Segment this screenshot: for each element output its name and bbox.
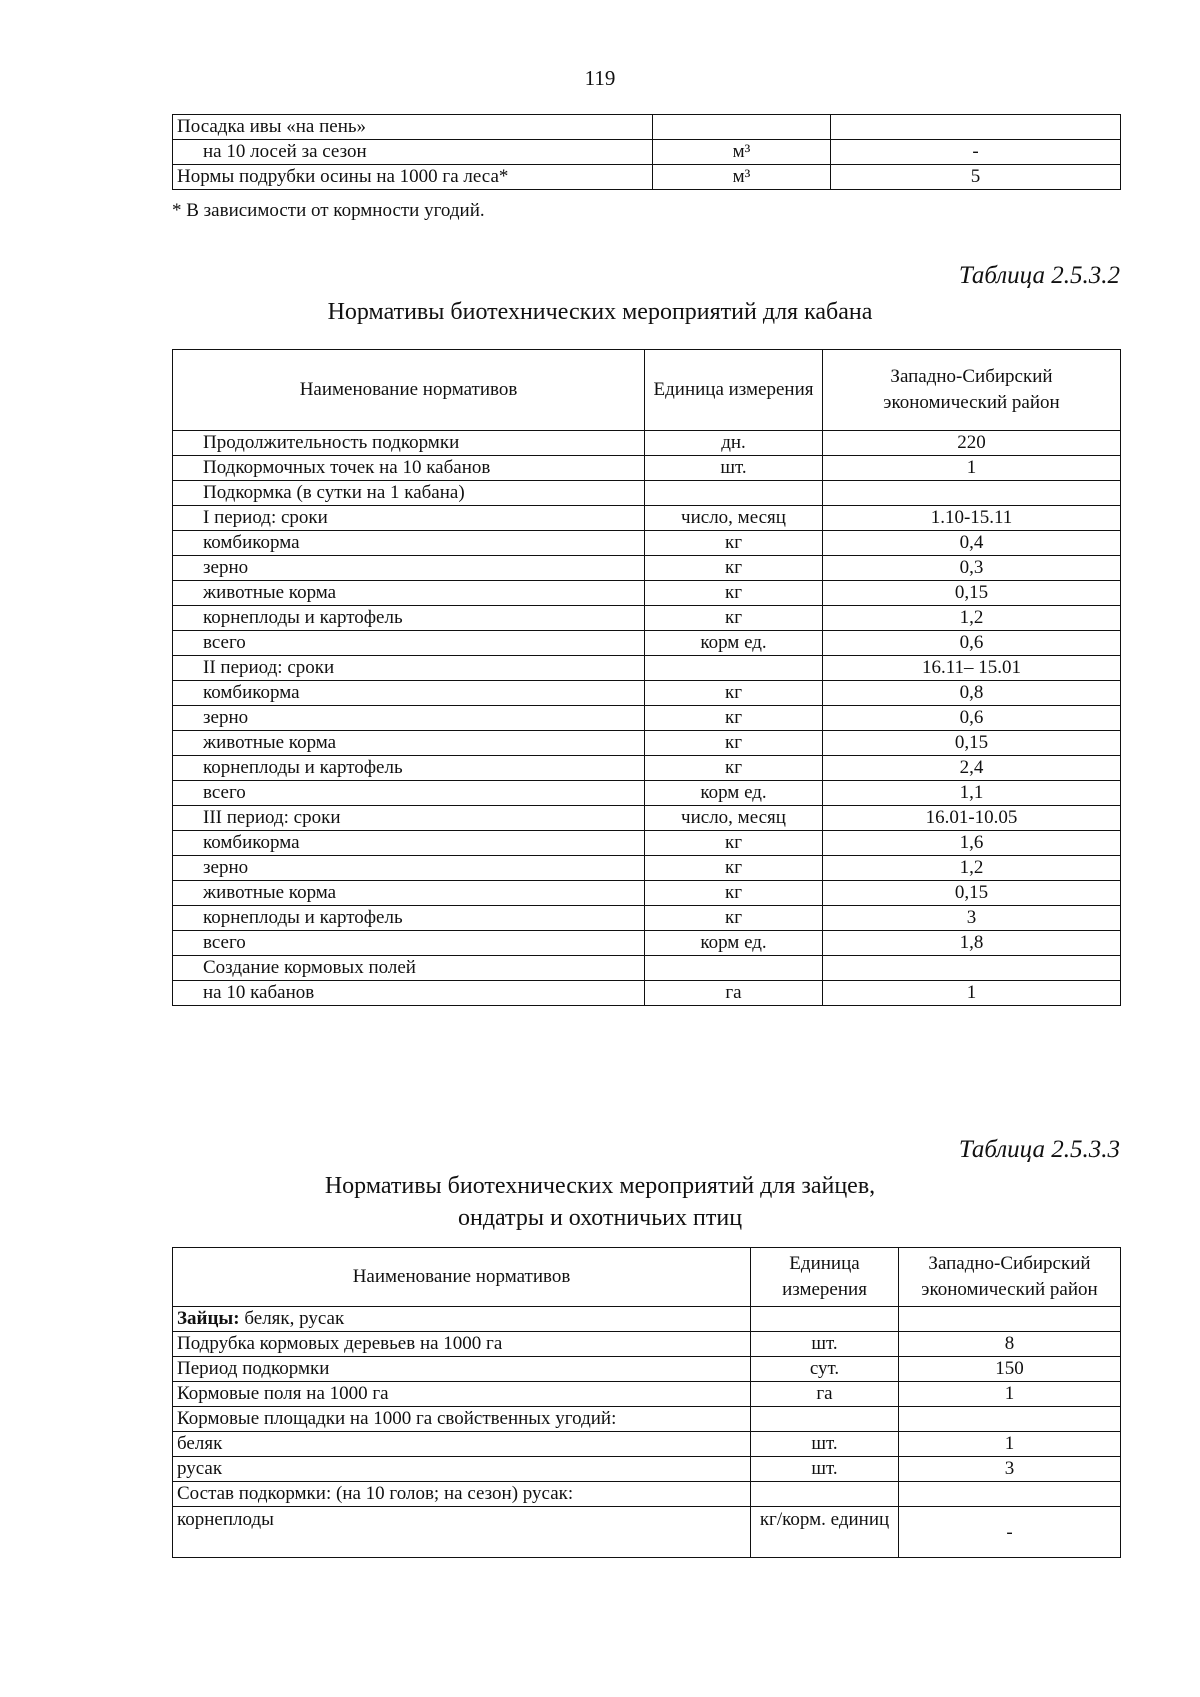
row-name: животные корма	[173, 881, 645, 906]
table-header-row	[173, 1248, 1121, 1307]
section-heading-rest: беляк, русак	[239, 1308, 345, 1329]
row-unit: га	[645, 981, 823, 1006]
row-name: беляк	[173, 1432, 751, 1457]
row-unit: кг	[645, 706, 823, 731]
row-unit: шт.	[751, 1332, 899, 1357]
table-row	[173, 531, 1121, 556]
row-value: 16.11– 15.01	[823, 656, 1121, 681]
row-value: 220	[823, 431, 1121, 456]
row-name: животные корма	[173, 731, 645, 756]
row-value: 0,3	[823, 556, 1121, 581]
row-name: животные корма	[173, 581, 645, 606]
table-row	[173, 631, 1121, 656]
table-title-hare-line1: Нормативы биотехнических мероприятий для зайцев,	[324, 1173, 876, 1199]
table-header-row	[173, 350, 1121, 431]
section-heading-hares	[173, 1307, 751, 1332]
row-unit: шт.	[751, 1432, 899, 1457]
row-name: корнеплоды и картофель	[173, 606, 645, 631]
empty-cell	[751, 1307, 899, 1332]
row-unit: сут.	[751, 1357, 899, 1382]
table-row	[173, 606, 1121, 631]
row-unit	[645, 956, 823, 981]
row-name: корнеплоды	[173, 1507, 751, 1558]
row-name: Период подкормки	[173, 1357, 751, 1382]
row-name: Подрубка кормовых деревьев на 1000 га	[173, 1332, 751, 1357]
row-unit: кг	[645, 856, 823, 881]
row-value	[823, 481, 1121, 506]
row-name: II период: сроки	[173, 656, 645, 681]
row-name: корнеплоды и картофель	[173, 906, 645, 931]
row-value: 3	[899, 1457, 1121, 1482]
header-unit: Единица измерения	[645, 350, 823, 431]
row-name: комбикорма	[173, 831, 645, 856]
table-row	[173, 981, 1121, 1006]
table-row	[173, 1307, 1121, 1332]
row-unit	[645, 481, 823, 506]
row-value: -	[899, 1507, 1121, 1558]
row-name: на 10 кабанов	[173, 981, 645, 1006]
row-name: III период: сроки	[173, 806, 645, 831]
table-row	[173, 856, 1121, 881]
table-row	[173, 731, 1121, 756]
table-row	[173, 165, 1121, 190]
table-title-boar: Нормативы биотехнических мероприятий для кабана	[327, 299, 873, 325]
row-unit: кг	[645, 531, 823, 556]
table-row	[173, 556, 1121, 581]
row-unit	[751, 1407, 899, 1432]
header-region: Западно-Сибирский экономический район	[823, 350, 1121, 431]
table-row	[173, 756, 1121, 781]
table-row	[173, 1507, 1121, 1558]
row-name: Нормы подрубки осины на 1000 га леса*	[173, 165, 653, 190]
row-unit: кг	[645, 556, 823, 581]
row-value: 1,6	[823, 831, 1121, 856]
table-row	[173, 581, 1121, 606]
row-value: 150	[899, 1357, 1121, 1382]
row-unit: корм ед.	[645, 631, 823, 656]
table-row	[173, 906, 1121, 931]
row-unit: кг	[645, 831, 823, 856]
row-value: 0,4	[823, 531, 1121, 556]
row-name: всего	[173, 931, 645, 956]
row-name: корнеплоды и картофель	[173, 756, 645, 781]
footnote: * В зависимости от кормности угодий.	[172, 200, 485, 221]
row-value: 1	[899, 1382, 1121, 1407]
row-value: 1	[899, 1432, 1121, 1457]
row-unit: корм ед.	[645, 931, 823, 956]
table-row	[173, 1407, 1121, 1432]
row-name: зерно	[173, 556, 645, 581]
row-name: русак	[173, 1457, 751, 1482]
row-value: 1	[823, 981, 1121, 1006]
row-name: зерно	[173, 856, 645, 881]
page-number: 119	[584, 66, 616, 90]
row-unit: кг	[645, 606, 823, 631]
row-unit: дн.	[645, 431, 823, 456]
row-unit: корм ед.	[645, 781, 823, 806]
row-name: Подкормка (в сутки на 1 кабана)	[173, 481, 645, 506]
row-unit: кг/корм. единиц	[751, 1507, 899, 1558]
boar-table	[172, 349, 1121, 1006]
section-heading-bold: Зайцы:	[177, 1308, 240, 1329]
table-row	[173, 456, 1121, 481]
table-row	[173, 1332, 1121, 1357]
row-value: 0,6	[823, 706, 1121, 731]
table-row	[173, 681, 1121, 706]
row-unit: кг	[645, 906, 823, 931]
table-row	[173, 956, 1121, 981]
row-value: 1	[823, 456, 1121, 481]
row-value: -	[831, 140, 1121, 165]
header-name: Наименование нормативов	[173, 350, 645, 431]
header-unit: Единица измерения	[751, 1248, 899, 1307]
row-value: 1,1	[823, 781, 1121, 806]
row-value: 0,15	[823, 581, 1121, 606]
row-name: Кормовые площадки на 1000 га свойственных угодий:	[173, 1407, 751, 1432]
table-row	[173, 1357, 1121, 1382]
row-value: 5	[831, 165, 1121, 190]
table-row	[173, 806, 1121, 831]
table-row	[173, 431, 1121, 456]
table-title-hare-line2: ондатры и охотничьих птиц	[457, 1205, 743, 1231]
row-unit: число, месяц	[645, 806, 823, 831]
table-row	[173, 656, 1121, 681]
row-value: 1,2	[823, 856, 1121, 881]
row-unit	[751, 1482, 899, 1507]
table-row	[173, 1457, 1121, 1482]
row-unit: м³	[653, 165, 831, 190]
row-name: Посадка ивы «на пень»	[173, 115, 653, 140]
row-name: Создание кормовых полей	[173, 956, 645, 981]
table-row	[173, 140, 1121, 165]
table-row	[173, 931, 1121, 956]
row-unit: кг	[645, 731, 823, 756]
row-name: зерно	[173, 706, 645, 731]
row-value: 1,8	[823, 931, 1121, 956]
table-label-boar: Таблица 2.5.3.2	[958, 262, 1120, 289]
hare-table	[172, 1247, 1121, 1558]
top-table	[172, 114, 1121, 190]
row-unit	[645, 656, 823, 681]
table-row	[173, 481, 1121, 506]
row-unit	[653, 115, 831, 140]
row-value	[899, 1407, 1121, 1432]
row-unit: кг	[645, 756, 823, 781]
row-value: 2,4	[823, 756, 1121, 781]
table-row	[173, 706, 1121, 731]
row-name: комбикорма	[173, 531, 645, 556]
row-name: всего	[173, 631, 645, 656]
table-row	[173, 781, 1121, 806]
row-name: комбикорма	[173, 681, 645, 706]
row-name: Подкормочных точек на 10 кабанов	[173, 456, 645, 481]
row-name: всего	[173, 781, 645, 806]
table-row	[173, 1432, 1121, 1457]
row-unit: число, месяц	[645, 506, 823, 531]
row-value: 1.10-15.11	[823, 506, 1121, 531]
row-value	[823, 956, 1121, 981]
row-value: 0,15	[823, 731, 1121, 756]
row-unit: шт.	[645, 456, 823, 481]
row-value: 0,15	[823, 881, 1121, 906]
table-row	[173, 831, 1121, 856]
empty-cell	[899, 1307, 1121, 1332]
row-value: 0,6	[823, 631, 1121, 656]
row-name: Состав подкормки: (на 10 голов; на сезон) русак:	[173, 1482, 751, 1507]
table-label-hare: Таблица 2.5.3.3	[958, 1136, 1120, 1163]
row-name: на 10 лосей за сезон	[173, 140, 653, 165]
row-unit: шт.	[751, 1457, 899, 1482]
table-row	[173, 1382, 1121, 1407]
table-row	[173, 1482, 1121, 1507]
row-value: 3	[823, 906, 1121, 931]
row-unit: м³	[653, 140, 831, 165]
row-value: 8	[899, 1332, 1121, 1357]
row-unit: кг	[645, 881, 823, 906]
row-name: I период: сроки	[173, 506, 645, 531]
row-unit: кг	[645, 681, 823, 706]
row-value	[831, 115, 1121, 140]
row-value: 0,8	[823, 681, 1121, 706]
header-region: Западно-Сибирский экономический район	[899, 1248, 1121, 1307]
row-name: Кормовые поля на 1000 га	[173, 1382, 751, 1407]
row-unit: кг	[645, 581, 823, 606]
row-unit: га	[751, 1382, 899, 1407]
header-name: Наименование нормативов	[173, 1248, 751, 1307]
row-name: Продолжительность подкормки	[173, 431, 645, 456]
row-value: 1,2	[823, 606, 1121, 631]
table-row	[173, 115, 1121, 140]
row-value	[899, 1482, 1121, 1507]
table-row	[173, 506, 1121, 531]
table-row	[173, 881, 1121, 906]
row-value: 16.01-10.05	[823, 806, 1121, 831]
